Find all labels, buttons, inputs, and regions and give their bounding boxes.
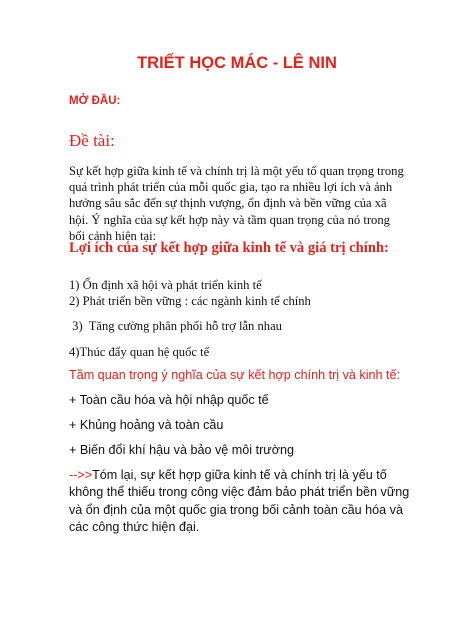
importance-item-1: + Toàn cầu hóa và hội nhập quốc tế [69, 393, 269, 407]
conclusion-paragraph [69, 467, 414, 536]
topic-label: Đề tài: [69, 131, 115, 150]
importance-item-2: + Khủng hoảng và toàn cầu [69, 418, 224, 432]
conclusion-arrow: -->> [69, 468, 93, 482]
benefit-item-2: 2) Phát triển bền vững : các ngành kinh tế chính [69, 294, 311, 308]
conclusion-text: Tóm lại, sự kết hợp giữa kinh tế và chính trị là yếu tố không thể thiếu trong công việc đảm bảo phát triển bền vững và ổn định của một quốc gia trong bối cảnh toàn cầu hóa và các công thức hiện đại. [69, 468, 410, 534]
benefit-item-1: 1) Ổn định xã hội và phát triển kinh tế [69, 278, 262, 292]
document-title: TRIẾT HỌC MÁC - LÊ NIN [137, 54, 337, 72]
importance-item-3: + Biến đổi khí hậu và bảo vệ môi trường [69, 443, 294, 457]
benefit-item-3: 3) Tăng cường phân phối hỗ trợ lẫn nhau [69, 319, 282, 333]
benefit-item-4: 4)Thúc đẩy quan hệ quốc tế [69, 345, 210, 359]
intro-label: MỞ ĐẦU: [69, 95, 121, 107]
benefits-heading: Lợi ích của sự kết hợp giữa kinh tế và giá trị chính: [69, 240, 389, 256]
importance-heading: Tầm quan trọng ý nghĩa của sự kết hợp chính trị và kinh tế: [69, 368, 401, 382]
intro-paragraph: Sự kết hợp giữa kinh tế và chính trị là một yếu tố quan trọng trong quá trình phát triển của mỗi quốc gia, tạo ra nhiều lợi ích và ảnh hưởng sâu sắc đến sự thịnh vượng, ổn định và bền vững của xã hội. Ý nghĩa của sự kết hợp này và tầm quan trọng của nó trong bối cảnh hiện tại: [69, 164, 404, 243]
